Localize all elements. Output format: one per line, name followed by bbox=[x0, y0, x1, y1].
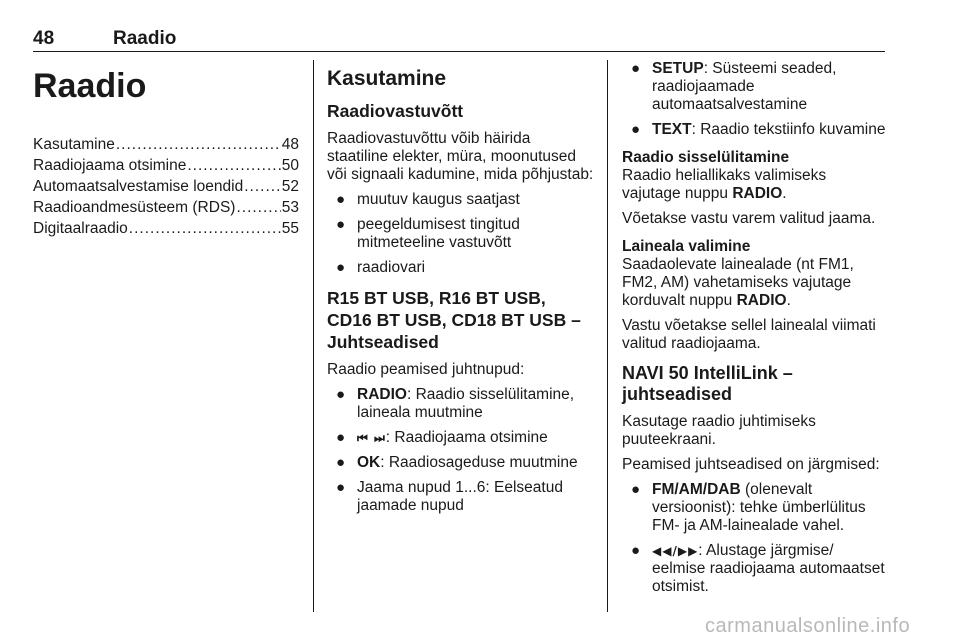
list-item bbox=[622, 60, 888, 114]
navi-text2: Peamised juhtseadised on järgmised: bbox=[622, 456, 880, 473]
bullet-icon: ● bbox=[631, 542, 641, 559]
text-span: . bbox=[782, 185, 787, 202]
list-item-text: muutuv kaugus saatjast bbox=[357, 191, 520, 208]
control-description: Jaama nupud 1...6: Eelseatud jaamade nupud bbox=[357, 479, 563, 514]
running-title: Raadio bbox=[113, 28, 177, 49]
list-item bbox=[622, 121, 888, 139]
bullet-icon: ● bbox=[336, 216, 346, 233]
control-description: : Süsteemi seaded, raadiojaamade automaatsalvestamine bbox=[652, 60, 837, 113]
band-select-text bbox=[622, 256, 888, 310]
chapter-title: Raadio bbox=[33, 67, 147, 105]
table-of-contents bbox=[33, 136, 299, 238]
section-heading: Kasutamine bbox=[327, 67, 447, 90]
toc-label: Digitaalraadio bbox=[33, 220, 128, 237]
list-item bbox=[327, 216, 595, 252]
list-item bbox=[622, 542, 888, 596]
toc-label: Automaatsalvestamise loendid bbox=[33, 178, 244, 195]
toc-entry[interactable] bbox=[33, 178, 299, 196]
seek-arrows-icon: ◀◀/▶▶ bbox=[652, 544, 699, 558]
toc-page: 50 bbox=[281, 157, 299, 174]
list-item-text: peegeldumisest tingitud mitmeteeline vastuvõtt bbox=[357, 216, 520, 251]
seek-buttons-icon: ⏮ ⏭ bbox=[357, 431, 386, 445]
toc-page: 53 bbox=[281, 199, 299, 216]
control-key: RADIO bbox=[736, 292, 787, 309]
list-item bbox=[327, 259, 595, 277]
navi-controls-list bbox=[622, 481, 888, 596]
toc-page: 48 bbox=[281, 136, 299, 153]
control-description: : Raadio tekstiinfo kuvamine bbox=[691, 121, 886, 138]
content-column-2 bbox=[327, 60, 595, 522]
bullet-icon: ● bbox=[336, 479, 346, 496]
intro-paragraph: Raadiovastuvõttu võib häirida staatiline elekter, müra, moonutused või signaali kadumine, mida põhjustab: bbox=[327, 130, 594, 183]
toc-leader bbox=[236, 199, 280, 217]
header-rule bbox=[33, 51, 885, 52]
power-on-text2: Võetakse vastu varem valitud jaama. bbox=[622, 210, 876, 227]
control-description: : Raadiojaama otsimine bbox=[385, 429, 548, 446]
toc-label: Raadioandmesüsteem (RDS) bbox=[33, 199, 236, 216]
control-key: OK bbox=[357, 454, 381, 471]
page-number: 48 bbox=[33, 28, 55, 49]
page-header bbox=[33, 28, 885, 52]
toc-column bbox=[33, 60, 299, 241]
bullet-icon: ● bbox=[336, 191, 346, 208]
toc-entry[interactable] bbox=[33, 220, 299, 238]
control-key: RADIO bbox=[357, 386, 407, 403]
toc-leader bbox=[187, 157, 280, 175]
control-key: TEXT bbox=[652, 121, 692, 138]
text-span: . bbox=[786, 292, 791, 309]
toc-entry[interactable] bbox=[33, 199, 299, 217]
navi-text: Kasutage raadio juhtimiseks puuteekraani. bbox=[622, 413, 816, 448]
toc-page: 52 bbox=[281, 178, 299, 195]
list-item bbox=[327, 386, 595, 422]
controls-list bbox=[327, 386, 595, 515]
toc-entry[interactable] bbox=[33, 136, 299, 154]
control-description: : Raadiosageduse muutmine bbox=[380, 454, 578, 471]
control-key: FM/AM/DAB bbox=[652, 481, 741, 498]
list-item-text: raadiovari bbox=[357, 259, 426, 276]
list-item bbox=[622, 481, 888, 535]
navi-section-title: NAVI 50 IntelliLink – juhtseadised bbox=[622, 363, 793, 404]
content-column-3 bbox=[622, 60, 888, 603]
control-description: (olenevalt versioonist): tehke ümberlülitus FM- ja AM-lainealade vahel. bbox=[652, 481, 866, 534]
power-on-title: Raadio sisselülitamine bbox=[622, 149, 790, 166]
control-key: SETUP bbox=[652, 60, 704, 77]
control-description: : Raadio sisselülitamine, laineala muutmine bbox=[357, 386, 575, 421]
text-span: Saadaolevate lainealade (nt FM1, FM2, AM) vahetamiseks vajutage korduvalt nuppu bbox=[622, 256, 854, 309]
toc-page: 55 bbox=[281, 220, 299, 237]
column-divider bbox=[607, 60, 608, 612]
toc-leader bbox=[129, 220, 281, 238]
setup-list bbox=[622, 60, 888, 139]
band-select-text2: Vastu võetakse sellel lainealal viimati valitud raadiojaama. bbox=[622, 317, 876, 352]
bullet-icon: ● bbox=[631, 60, 641, 77]
power-on-text bbox=[622, 167, 888, 203]
control-key: RADIO bbox=[732, 185, 783, 202]
list-item bbox=[327, 454, 595, 472]
controls-section-title: R15 BT USB, R16 BT USB, CD16 BT USB, CD18 BT USB – Juhtseadised bbox=[327, 288, 581, 352]
toc-leader bbox=[116, 136, 281, 154]
toc-leader bbox=[244, 178, 281, 196]
column-divider bbox=[313, 60, 314, 612]
toc-entry[interactable] bbox=[33, 157, 299, 175]
list-item bbox=[327, 429, 595, 447]
control-description: : Alustage järgmise/ eelmise raadiojaama automaatset otsimist. bbox=[652, 542, 885, 595]
bullet-icon: ● bbox=[336, 454, 346, 471]
band-select-title: Laineala valimine bbox=[622, 238, 751, 255]
list-item bbox=[327, 479, 595, 515]
controls-intro: Raadio peamised juhtnupud: bbox=[327, 361, 525, 378]
list-item bbox=[327, 191, 595, 209]
causes-list bbox=[327, 191, 595, 277]
toc-label: Kasutamine bbox=[33, 136, 115, 153]
bullet-icon: ● bbox=[336, 259, 346, 276]
subsection-heading: Raadiovastuvõtt bbox=[327, 101, 464, 121]
bullet-icon: ● bbox=[336, 386, 346, 403]
bullet-icon: ● bbox=[336, 429, 346, 446]
toc-label: Raadiojaama otsimine bbox=[33, 157, 187, 174]
text-span: Raadio heliallikaks valimiseks vajutage nuppu bbox=[622, 167, 827, 202]
watermark: carmanualsonline.info bbox=[705, 615, 911, 637]
bullet-icon: ● bbox=[631, 121, 641, 138]
bullet-icon: ● bbox=[631, 481, 641, 498]
